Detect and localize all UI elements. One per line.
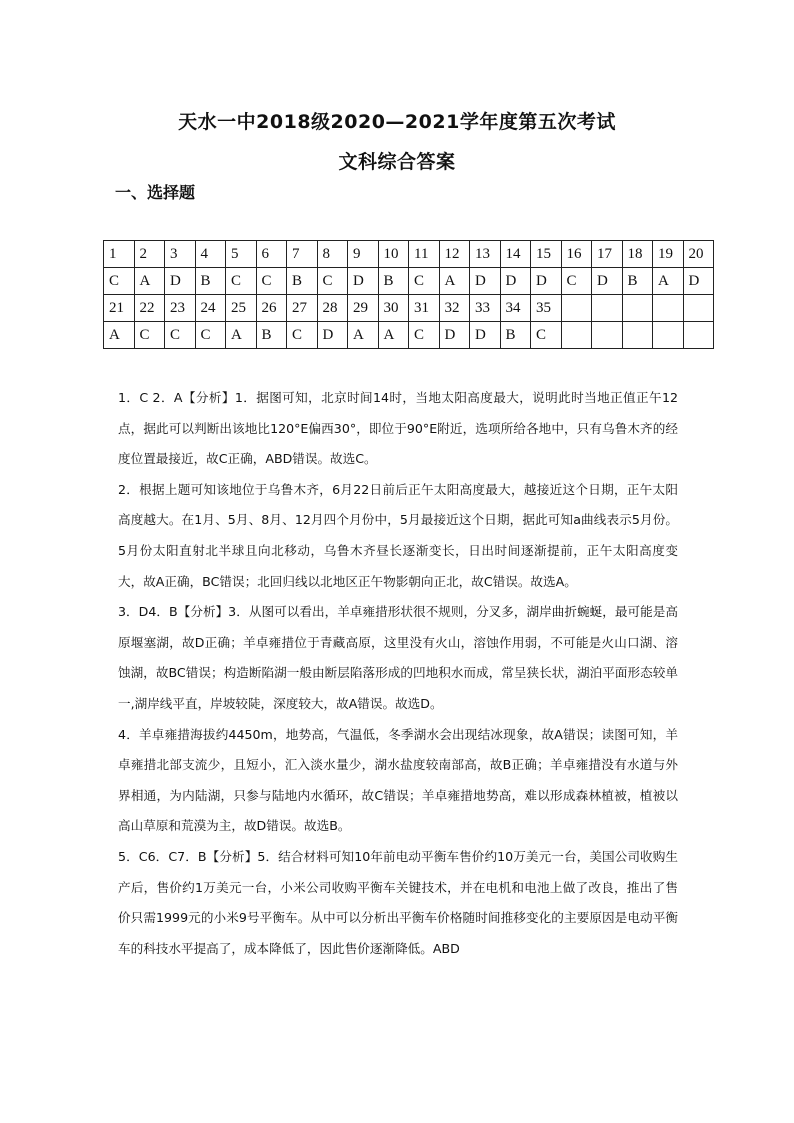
question-number-cell: 31 <box>409 295 440 322</box>
answer-row <box>104 268 714 295</box>
answer-cell <box>622 322 653 349</box>
answer-cell: C <box>287 322 318 349</box>
question-number-cell: 4 <box>195 241 226 268</box>
question-number-cell <box>592 295 623 322</box>
answer-cell: A <box>439 268 470 295</box>
answer-cell: A <box>226 322 257 349</box>
question-number-cell: 10 <box>378 241 409 268</box>
answer-cell: C <box>531 322 562 349</box>
answer-cell: A <box>134 268 165 295</box>
question-number-cell: 6 <box>256 241 287 268</box>
answer-cell <box>683 322 714 349</box>
question-number-cell: 7 <box>287 241 318 268</box>
answer-cell: D <box>470 268 501 295</box>
question-number-cell: 19 <box>653 241 684 268</box>
explanations <box>118 383 678 964</box>
question-number-cell: 17 <box>592 241 623 268</box>
answer-cell: B <box>195 268 226 295</box>
answer-cell: D <box>470 322 501 349</box>
answer-cell <box>653 322 684 349</box>
question-number-cell: 21 <box>104 295 135 322</box>
question-number-cell: 16 <box>561 241 592 268</box>
answer-cell <box>592 322 623 349</box>
answer-cell: B <box>287 268 318 295</box>
answer-cell <box>561 322 592 349</box>
section-heading: 一、选择题 <box>115 183 196 202</box>
answer-cell: C <box>409 268 440 295</box>
question-number-cell: 2 <box>134 241 165 268</box>
question-number-cell: 8 <box>317 241 348 268</box>
answer-cell: D <box>165 268 196 295</box>
question-number-cell: 9 <box>348 241 379 268</box>
answer-cell: C <box>317 268 348 295</box>
question-number-cell: 14 <box>500 241 531 268</box>
question-number-cell: 15 <box>531 241 562 268</box>
answer-cell: B <box>256 322 287 349</box>
answer-table <box>103 240 714 349</box>
answer-cell: D <box>531 268 562 295</box>
answer-cell: C <box>561 268 592 295</box>
question-number-cell: 11 <box>409 241 440 268</box>
answer-cell: C <box>226 268 257 295</box>
question-number-cell: 28 <box>317 295 348 322</box>
question-number-cell: 20 <box>683 241 714 268</box>
question-number-cell <box>561 295 592 322</box>
question-number-cell: 35 <box>531 295 562 322</box>
answer-cell: C <box>409 322 440 349</box>
answer-cell: D <box>439 322 470 349</box>
question-number-cell <box>622 295 653 322</box>
answer-row <box>104 322 714 349</box>
question-number-cell <box>683 295 714 322</box>
question-number-cell: 23 <box>165 295 196 322</box>
answer-cell: C <box>195 322 226 349</box>
answer-cell: B <box>378 268 409 295</box>
question-number-cell: 30 <box>378 295 409 322</box>
question-number-row <box>104 241 714 268</box>
question-number-cell: 22 <box>134 295 165 322</box>
paragraph: 5．C6．C7．B【分析】5．结合材料可知10年前电动平衡车售价约10万美元一台，美国公司收购生产后，售价约1万美元一台，小米公司收购平衡车关键技术，并在电机和电池上做了改良，推出了售价只需1999元的小米9号平衡车。从中可以分析出平衡车价格随时间推移变化的主要原因是电动平衡车的科技水平提高了，成本降低了，因此售价逐渐降低。ABD <box>118 848 678 956</box>
answer-cell: C <box>104 268 135 295</box>
paragraph: 4．羊卓雍措海拔约4450m，地势高，气温低，冬季湖水会出现结冰现象，故A错误；读图可知，羊卓雍措北部支流少，且短小，汇入淡水量少，湖水盐度较南部高，故B正确；羊卓雍措没有水道与外界相通，为内陆湖，只参与陆地内水循环，故C错误；羊卓雍措地势高，难以形成森林植被，植被以高山草原和荒漠为主，故D错误。故选B。 <box>118 726 678 834</box>
question-number-cell: 3 <box>165 241 196 268</box>
answer-cell: D <box>317 322 348 349</box>
question-number-cell <box>653 295 684 322</box>
question-number-cell: 33 <box>470 295 501 322</box>
question-number-cell: 5 <box>226 241 257 268</box>
answer-cell: A <box>348 322 379 349</box>
answer-cell: A <box>378 322 409 349</box>
answer-subtitle: 文科综合答案 <box>338 151 456 173</box>
answer-cell: B <box>622 268 653 295</box>
question-number-cell: 27 <box>287 295 318 322</box>
exam-title: 天水一中2018级2020—2021学年度第五次考试 <box>178 111 616 133</box>
answer-cell: D <box>683 268 714 295</box>
answer-cell: C <box>134 322 165 349</box>
question-number-cell: 12 <box>439 241 470 268</box>
question-number-cell: 34 <box>500 295 531 322</box>
answer-cell: A <box>104 322 135 349</box>
question-number-cell: 24 <box>195 295 226 322</box>
answer-cell: C <box>165 322 196 349</box>
question-number-row <box>104 295 714 322</box>
answer-cell: D <box>500 268 531 295</box>
answer-cell: D <box>348 268 379 295</box>
answer-cell: A <box>653 268 684 295</box>
paragraph: 3．D4．B【分析】3．从图可以看出，羊卓雍措形状很不规则，分叉多，湖岸曲折蜿蜒，最可能是高原堰塞湖，故D正确；羊卓雍措位于青藏高原，这里没有火山，溶蚀作用弱，不可能是火山口湖、溶蚀湖，故BC错误；构造断陷湖一般由断层陷落形成的凹地积水而成，常呈狭长状，湖泊平面形态较单一,湖岸线平直，岸坡较陡，深度较大，故A错误。故选D。 <box>118 604 678 711</box>
question-number-cell: 1 <box>104 241 135 268</box>
question-number-cell: 32 <box>439 295 470 322</box>
answer-cell: B <box>500 322 531 349</box>
answer-cell: C <box>256 268 287 295</box>
question-number-cell: 29 <box>348 295 379 322</box>
answer-cell: D <box>592 268 623 295</box>
paragraph: 1．C 2．A【分析】1．据图可知，北京时间14时，当地太阳高度最大，说明此时当地正值正午12点，据此可以判断出该地比120°E偏西30°，即位于90°E附近，选项所给各地中，只有乌鲁木齐的经度位置最接近，故C正确，ABD错误。故选C。 <box>118 390 678 467</box>
question-number-cell: 25 <box>226 295 257 322</box>
question-number-cell: 13 <box>470 241 501 268</box>
question-number-cell: 26 <box>256 295 287 322</box>
question-number-cell: 18 <box>622 241 653 268</box>
paragraph: 2．根据上题可知该地位于乌鲁木齐，6月22日前后正午太阳高度最大，越接近这个日期，正午太阳高度越大。在1月、5月、8月、12月四个月份中，5月最接近这个日期，据此可知a曲线表示5月份。5月份太阳直射北半球且向北移动，乌鲁木齐昼长逐渐变长，日出时间逐渐提前，正午太阳高度变大，故A正确，BC错误；北回归线以北地区正午物影朝向正北，故C错误。故选A。 <box>118 481 678 589</box>
